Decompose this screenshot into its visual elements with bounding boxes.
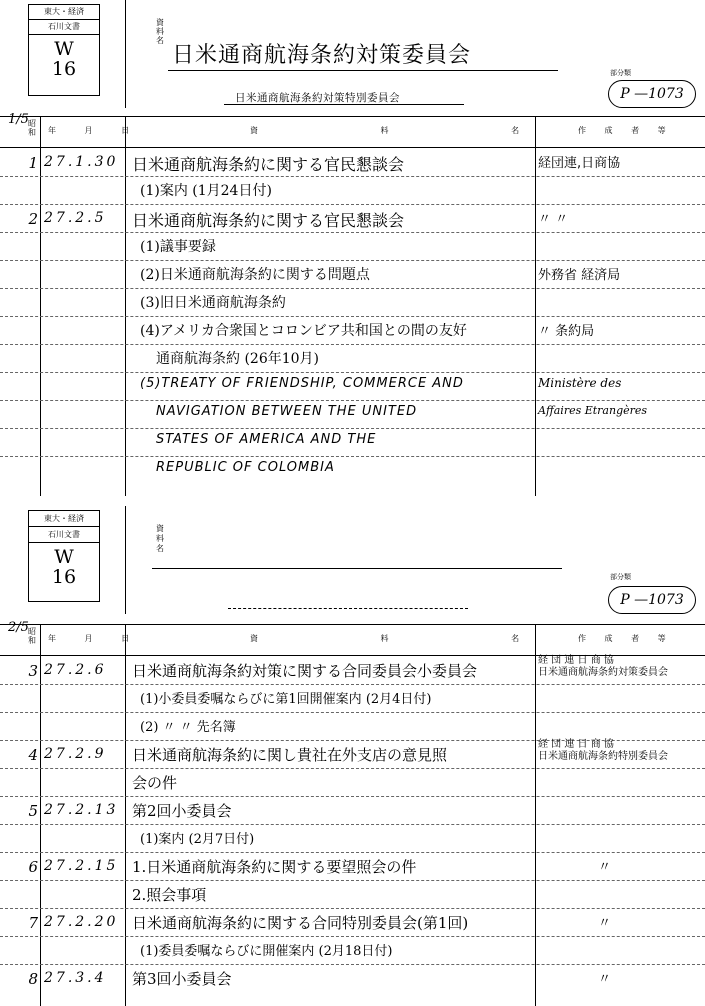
row-author: 〃 <box>598 916 612 931</box>
row-date: 27.2.15 <box>44 858 119 874</box>
header-era: 昭和 <box>28 119 37 137</box>
row-author: 外務省 経済局 <box>538 268 621 283</box>
row-document-title: 日米通商航海条約対策に関する合同委員会小委員会 <box>132 662 478 680</box>
row-document-title: 通商航海条約 (26年10月) <box>156 351 320 367</box>
row-document-title: (1)案内 (1月24日付) <box>140 183 272 199</box>
row-author: Affaires Etrangères <box>538 404 648 417</box>
row-document-title: (2) 〃 〃 先名簿 <box>140 720 236 735</box>
table-row <box>0 656 705 685</box>
table-row <box>0 232 705 261</box>
header-date: 年 月 日 <box>48 634 143 643</box>
row-document-title: 日米通商航海条約に関し貴社在外支店の意見照 <box>132 746 448 764</box>
header-document: 資 料 名 <box>250 126 580 135</box>
document-sheet-2 <box>0 502 705 1006</box>
row-author: 〃 <box>598 860 612 875</box>
table-row <box>0 936 705 965</box>
stamp-line-1: 東大・経済 <box>29 511 99 527</box>
text-line: 経 団 連 日 商 協 <box>538 655 614 666</box>
row-document-title: STATES OF AMERICA AND THE <box>156 432 377 447</box>
row-author <box>538 739 704 763</box>
document-sheet-1 <box>0 0 705 500</box>
row-document-title: (1)小委員委嘱ならびに第1回開催案内 (2月4日付) <box>140 692 432 707</box>
text-line: 経 団 連 日 商 協 <box>538 739 614 750</box>
table-header <box>0 624 705 656</box>
header-date: 年 月 日 <box>48 126 143 135</box>
header-divider <box>125 506 126 614</box>
table-row <box>0 456 705 484</box>
archive-stamp <box>28 4 100 96</box>
text-line: 日米通商航海条約特別委員会 <box>538 751 668 762</box>
table-row <box>0 316 705 345</box>
table-row <box>0 880 705 909</box>
page-number: 2/5 <box>8 620 29 635</box>
row-number: 5 <box>28 802 38 820</box>
stamp-code <box>29 35 99 79</box>
row-author: 〃 〃 <box>538 212 569 227</box>
shiryoumei-label: 資料名 <box>156 18 164 45</box>
row-date: 27.1.30 <box>44 154 119 170</box>
table-row <box>0 372 705 401</box>
stamp-code <box>29 543 99 587</box>
row-date: 27.2.9 <box>44 746 107 762</box>
header-era: 昭和 <box>28 627 37 645</box>
row-document-title: 2.照会事項 <box>132 886 207 904</box>
row-author: Ministère des <box>538 376 622 390</box>
table-row <box>0 344 705 373</box>
row-number: 2 <box>28 210 38 228</box>
page-number: 1/5 <box>8 112 29 127</box>
table-row <box>0 964 705 992</box>
text-line: 16 <box>51 58 77 80</box>
row-document-title: 日米通商航海条約に関する官民懇談会 <box>132 155 405 174</box>
subtitle-underline <box>228 608 468 609</box>
row-document-title: (3)旧日米通商航海条約 <box>140 295 286 311</box>
subtitle-underline <box>224 104 464 105</box>
table-row <box>0 204 705 233</box>
table-row <box>0 712 705 741</box>
table-row <box>0 400 705 429</box>
row-author: 〃 <box>598 972 612 987</box>
row-author <box>538 655 704 679</box>
bunrui-label: 部分類 <box>610 69 631 77</box>
title-underline <box>152 568 562 569</box>
table-row <box>0 148 705 177</box>
text-line: 16 <box>51 566 77 588</box>
header-author: 作 成 者 等 <box>578 126 674 135</box>
row-document-title: (1)案内 (2月7日付) <box>140 832 255 847</box>
row-document-title: 日米通商航海条約に関する合同特別委員会(第1回) <box>132 914 469 932</box>
row-number: 7 <box>28 914 38 932</box>
row-date: 27.2.13 <box>44 802 119 818</box>
text-line: W <box>54 546 74 568</box>
stamp-line-1: 東大・経済 <box>29 5 99 20</box>
row-document-title: (4)アメリカ合衆国とコロンビア共和国との間の友好 <box>140 323 467 339</box>
table-row <box>0 824 705 853</box>
stamp-line-2: 石川文書 <box>29 20 99 35</box>
row-date: 27.2.20 <box>44 914 119 930</box>
row-document-title: (2)日米通商航海条約に関する問題点 <box>140 267 370 283</box>
document-subtitle: 日米通商航海条約対策特別委員会 <box>235 92 400 104</box>
row-document-title: 第3回小委員会 <box>132 970 232 988</box>
header-author: 作 成 者 等 <box>578 634 674 643</box>
row-date: 27.2.6 <box>44 662 107 678</box>
row-number: 3 <box>28 662 38 680</box>
header-document: 資 料 名 <box>250 634 580 643</box>
row-document-title: 日米通商航海条約に関する官民懇談会 <box>132 211 405 230</box>
classification-code: P —1073 <box>608 80 696 108</box>
table-row <box>0 740 705 769</box>
row-document-title: (5)TREATY OF FRIENDSHIP, COMMERCE AND <box>140 376 464 391</box>
header-divider <box>125 0 126 108</box>
table-row <box>0 908 705 937</box>
row-number: 1 <box>28 154 38 172</box>
stamp-line-2: 石川文書 <box>29 527 99 543</box>
document-title: 日米通商航海条約対策委員会 <box>172 43 472 68</box>
row-document-title: 第2回小委員会 <box>132 802 232 820</box>
row-date: 27.3.4 <box>44 970 107 986</box>
table-row <box>0 176 705 205</box>
table-row <box>0 288 705 317</box>
table-row <box>0 260 705 289</box>
table-header <box>0 116 705 148</box>
row-author: 〃 条約局 <box>538 324 595 339</box>
archive-stamp <box>28 510 100 602</box>
row-number: 4 <box>28 746 38 764</box>
table-row <box>0 796 705 825</box>
row-document-title: (1)議事要録 <box>140 239 216 255</box>
row-number: 8 <box>28 970 38 988</box>
table-row <box>0 768 705 797</box>
shiryoumei-label: 資料名 <box>156 524 164 553</box>
row-document-title: NAVIGATION BETWEEN THE UNITED <box>156 404 418 419</box>
row-document-title: 会の件 <box>132 774 178 792</box>
row-number: 6 <box>28 858 38 876</box>
table-row <box>0 428 705 457</box>
row-document-title: 1.日米通商航海条約に関する要望照会の件 <box>132 858 417 876</box>
row-document-title: (1)委員委嘱ならびに開催案内 (2月18日付) <box>140 944 393 959</box>
text-line: W <box>54 38 74 60</box>
bunrui-label: 部分類 <box>610 573 631 581</box>
classification-code: P —1073 <box>608 586 696 614</box>
title-underline <box>168 70 558 71</box>
row-author: 経団連,日商協 <box>538 156 621 171</box>
row-date: 27.2.5 <box>44 210 107 226</box>
table-row <box>0 684 705 713</box>
text-line: 日米通商航海条約対策委員会 <box>538 667 668 678</box>
table-row <box>0 852 705 881</box>
row-document-title: REPUBLIC OF COLOMBIA <box>156 460 335 475</box>
